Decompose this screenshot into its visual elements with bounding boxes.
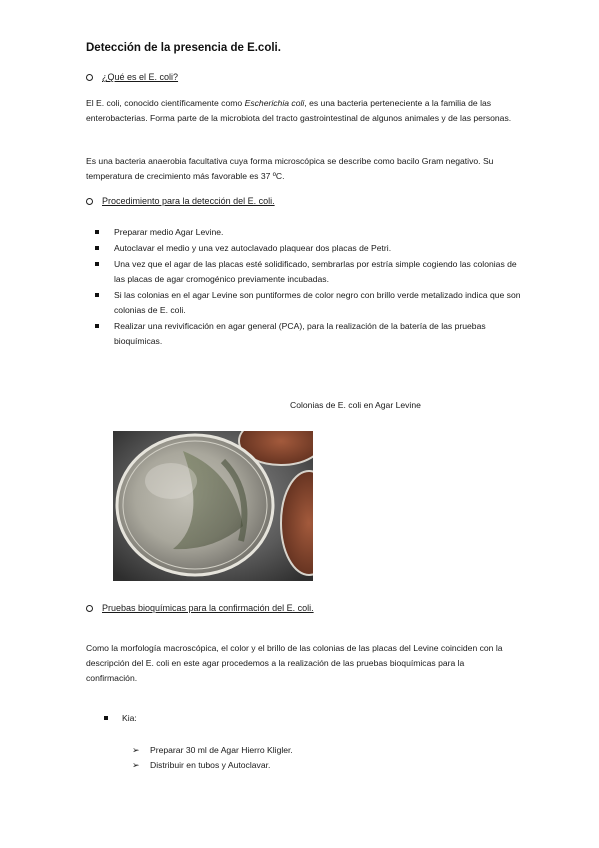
list-item [132, 758, 293, 773]
page-title: Detección de la presencia de E.coli. [86, 42, 281, 54]
square-bullet-icon [95, 293, 99, 297]
list-item [95, 319, 525, 349]
arrowhead-bullet-icon: ➢ [132, 745, 140, 755]
scientific-name: Escherichia coli [244, 98, 305, 108]
section-heading-text: ¿Qué es el E. coli? [102, 72, 179, 82]
square-bullet-icon [104, 716, 108, 720]
list-item-text: Una vez que el agar de las placas esté solidificado, sembrarlas por estría simple cogiendo las colonias de las placas de agar cromogénico previamente incubadas. [114, 259, 517, 284]
list-item-text: Preparar medio Agar Levine. [114, 227, 224, 237]
paragraph-text: , es una bacteria perteneciente a la familia de las enterobacterias. Forma parte de la microbiota del tracto gastrointestinal de algunos animales y de las personas. [86, 98, 512, 123]
section-heading-text: Procedimiento para la detección del E. coli. [102, 196, 275, 206]
list-item-text: Realizar una revivificación en agar general (PCA), para la realización de la batería de las pruebas bioquímicas. [114, 321, 486, 346]
list-item-text: Preparar 30 ml de Agar Hierro Kligler. [150, 745, 293, 755]
kia-item [104, 713, 137, 723]
petri-dish-photo [113, 431, 313, 581]
square-bullet-icon [95, 324, 99, 328]
list-item-text: Distribuir en tubos y Autoclavar. [150, 760, 271, 770]
hollow-circle-bullet-icon [86, 198, 93, 205]
petri-dish-illustration [113, 431, 313, 581]
section-heading-biochemical-tests [86, 603, 314, 613]
square-bullet-icon [95, 230, 99, 234]
paragraph-biochemical-intro: Como la morfología macroscópica, el color y el brillo de las colonias de las placas del Levine coinciden con la descripción del E. coli en este agar procedemos a la realización de las pruebas bioquímicas para la confirmación. [86, 643, 503, 683]
procedure-list [95, 225, 525, 350]
arrowhead-bullet-icon: ➢ [132, 760, 140, 770]
list-item [132, 743, 293, 758]
figure-caption: Colonias de E. coli en Agar Levine [290, 400, 421, 410]
list-item [95, 257, 525, 287]
list-item [95, 241, 525, 256]
section-heading-what-is-ecoli [86, 72, 178, 82]
list-item [95, 288, 525, 318]
list-item-text: Autoclavar el medio y una vez autoclavado plaquear dos placas de Petri. [114, 243, 392, 253]
kia-label: Kia: [122, 713, 137, 723]
kia-steps-list [132, 743, 293, 773]
paragraph-ecoli-characteristics: Es una bacteria anaerobia facultativa cuya forma microscópica se describe como bacilo Gram negativo. Su temperatura de crecimiento más favorable es 37 ºC. [86, 156, 494, 181]
paragraph-text: El E. coli, conocido científicamente como [86, 98, 245, 108]
square-bullet-icon [95, 246, 99, 250]
section-heading-procedure [86, 196, 275, 206]
hollow-circle-bullet-icon [86, 605, 93, 612]
list-item [95, 225, 525, 240]
square-bullet-icon [95, 262, 99, 266]
paragraph-ecoli-definition [86, 96, 516, 126]
list-item-text: Si las colonias en el agar Levine son puntiformes de color negro con brillo verde metalizado indica que son colonias de E. coli. [114, 290, 521, 315]
section-heading-text: Pruebas bioquímicas para la confirmación del E. coli. [102, 603, 314, 613]
hollow-circle-bullet-icon [86, 74, 93, 81]
